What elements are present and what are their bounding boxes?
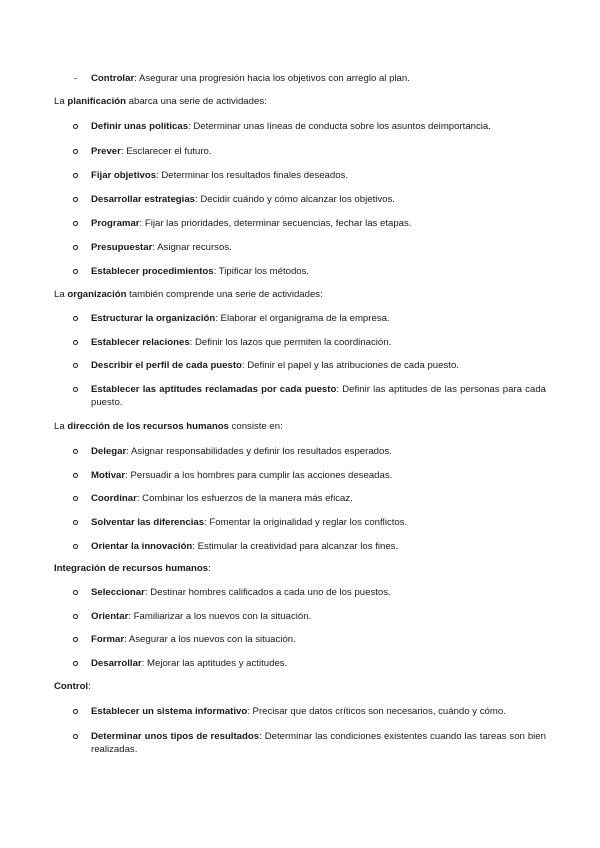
section-intro: Integración de recursos humanos: [54,563,211,574]
section-intro: Control: [54,681,91,692]
circle-bullet [73,269,78,274]
circle-bullet [73,544,78,549]
dash-bullet [74,78,77,79]
section-term: organización [67,289,127,300]
circle-bullet [73,197,78,202]
circle-bullet [73,363,78,368]
circle-bullet [73,387,78,392]
circle-bullet [73,221,78,226]
circle-bullet [73,340,78,345]
circle-bullet [73,661,78,666]
circle-bullet [73,734,78,739]
section-term: Control [54,681,89,692]
section-intro: La planificación abarca una serie de actividades: [54,96,267,107]
circle-bullet [73,449,78,454]
circle-bullet [73,520,78,525]
circle-bullet [73,173,78,178]
section-term: planificación [67,96,126,107]
item-desc: : Asegurar una progresión hacia los objetivos con arreglo al plan. [134,73,410,84]
circle-bullet [73,473,78,478]
circle-bullet [73,149,78,154]
circle-bullet [73,614,78,619]
circle-bullet [73,124,78,129]
circle-bullet [73,496,78,501]
section-term: Integración de recursos humanos [54,563,209,574]
circle-bullet [73,245,78,250]
circle-bullet [73,590,78,595]
item-term: Controlar [91,73,135,84]
section-intro: La dirección de los recursos humanos consiste en: [54,421,283,432]
document-page: Controlar: Asegurar una progresión hacia los objetivos con arreglo al plan. La planificación abarca una serie de actividades: Definir unas políticas: Determinar unas líneas de conducta sobre los asuntos deimportancia. Prever: Esclarecer el futuro. Fijar objetivos: Determinar los resultados finales deseados. Desarrollar estrategias: Decidir cuándo y cómo alcanzar los objetivos. Programar: Fijar las prioridades, determinar secuencias, fechar las etapas. Presupuestar: Asignar recursos. Establecer procedimientos: Tipificar los métodos. La organización también comprende una serie de actividades: Estructurar la organización: Elaborar el organigrama de la empresa. Establecer relaciones: Definir los lazos que permiten la coordinación. Describir el perfil de cada puesto: Definir el papel y las atribuciones de cada puesto. Establecer las aptitudes reclamadas por cada puesto: Definir las aptitudes de las personas para cada puesto. La dirección de los recursos humanos consiste en: Delegar: Asignar responsabilidades y definir los resultados esperados. Motivar: Persuadir a los hombres para cumplir las acciones deseadas. Coordinar: Combinar los esfuerzos de la manera más eficaz. Solventar las diferencias: Fomentar la originalidad y reglar los conflictos. Orientar la innovación: Estimular la creatividad para alcanzar los fines. Integración de recursos humanos: Seleccionar: Destinar hombres calificados a cada uno de los puestos. Orientar: Familiarizar a los nuevos con la situación. Formar: Asegurar a los nuevos con la situación. Desarrollar: Mejorar las aptitudes y actitudes. Control: Establecer un sistema informativo: Precisar que datos críticos son necesarios, cuándo y cómo. Determinar unos tipos de resultados: Determinar las condiciones existentes cuando las tareas son bien realizadas. [54,73,546,755]
circle-bullet [73,316,78,321]
circle-bullet [73,709,78,714]
circle-bullet [73,637,78,642]
section-intro: La organización también comprende una serie de actividades: [54,289,323,300]
section-term: dirección de los recursos humanos [67,421,229,432]
